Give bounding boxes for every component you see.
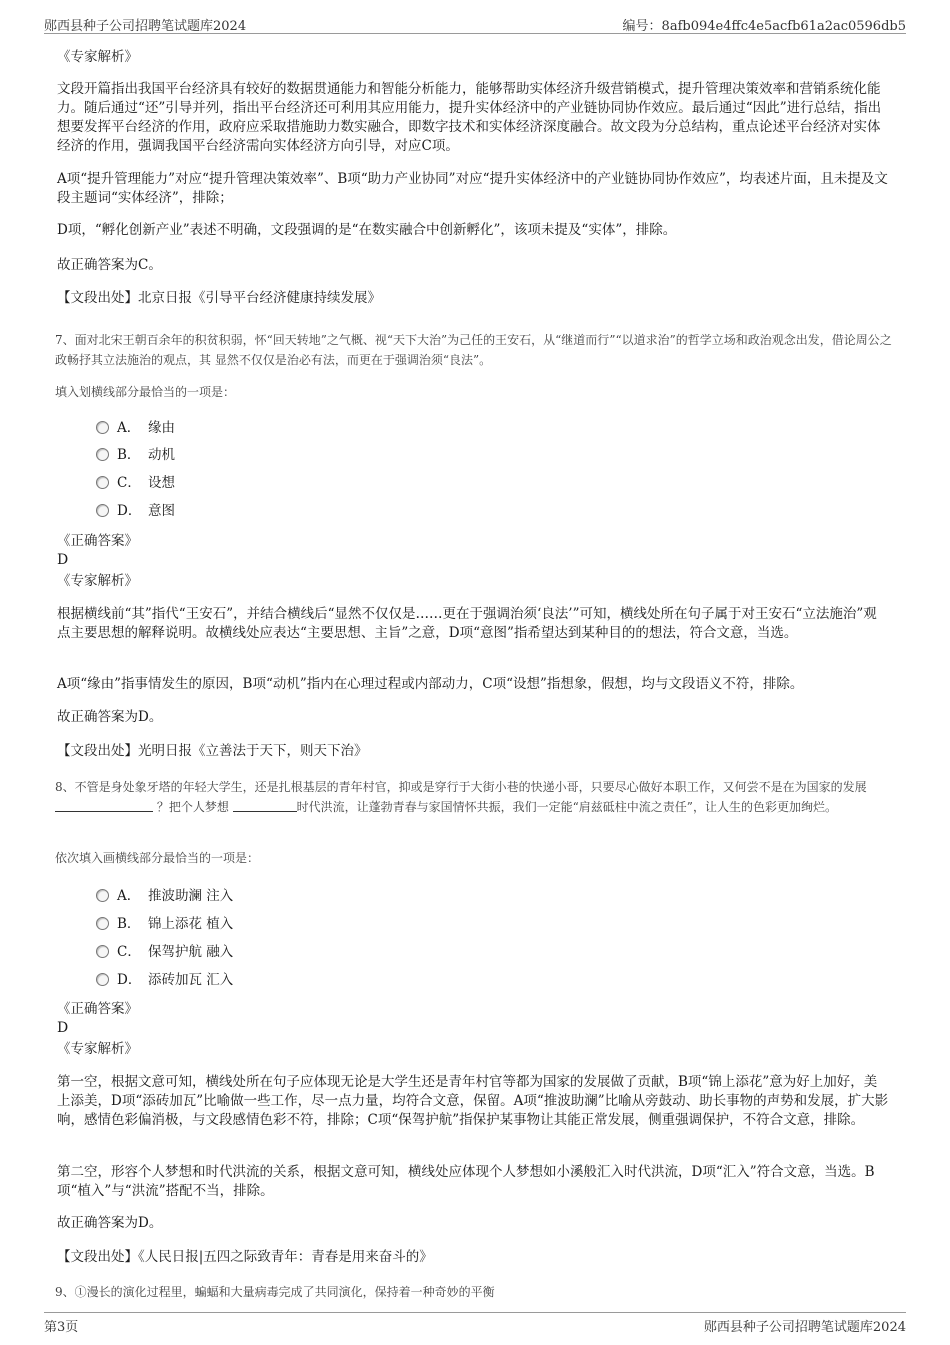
q8-prompt: 依次填入画横线部分最恰当的一项是： xyxy=(55,851,260,865)
q8-option-d[interactable]: D． 添砖加瓦 汇入 xyxy=(96,970,233,990)
q7-option-a[interactable]: A． 缘由 xyxy=(96,418,175,438)
radio-icon[interactable] xyxy=(96,421,109,434)
q7-analysis-p2: A项“缘由”指事情发生的原因，B项“动机”指内在心理过程或内部动力，C项“设想”指想象，假想，均与文段语义不符，排除。 xyxy=(57,676,804,692)
radio-icon[interactable] xyxy=(96,917,109,930)
q7-conclusion: 故正确答案为D。 xyxy=(57,709,163,725)
q7-analysis-p1: 根据横线前“其”指代“王安石”，并结合横线后“显然不仅仅是……更在于强调治须‘良法’”可知，横线处所在句子属于对王安石“立法施治”观点主要思想的解释说明。故横线处应表达“主要思想、主旨”之意，D项“意图”指希望达到某种目的的想法，符合文意，当选。 xyxy=(57,606,877,641)
q8-option-b[interactable]: B． 锦上添花 植入 xyxy=(96,914,233,934)
radio-icon[interactable] xyxy=(96,889,109,902)
page-header xyxy=(44,13,906,34)
q9-stem: 9、①漫长的演化过程里，蝙蝠和大量病毒完成了共同演化，保持着一种奇妙的平衡 xyxy=(55,1285,495,1299)
q8-analysis-p1: 第一空，根据文意可知，横线处所在句子应体现无论是大学生还是青年村官等都为国家的发展做了贡献，B项“锦上添花”意为好上加好，美上添美，D项“添砖加瓦”比喻做一些工作，尽一点力量，均符合文意，保留。A项“推波助澜”比喻从旁鼓动、助长事物的声势和发展，扩大影响，感情色彩偏消极，与文段感情色彩不符，排除；C项“保驾护航”指保护某事物让其能正常发展，侧重强调保护，不符合文意，排除。 xyxy=(57,1074,889,1128)
header-title: 郧西县种子公司招聘笔试题库2024 xyxy=(44,19,247,34)
q6-expert-label: 《专家解析》 xyxy=(57,49,138,65)
q8-expert-label: 《专家解析》 xyxy=(57,1041,138,1057)
q7-option-b[interactable]: B． 动机 xyxy=(96,445,175,465)
q6-analysis-p2: A项“提升管理能力”对应“提升管理决策效率”、B项“助力产业协同”对应“提升实体经济中的产业链协同协作效应”，均表述片面，且未提及文段主题词“实体经济”，排除； xyxy=(57,171,888,206)
q8-analysis-p2: 第二空，形容个人梦想和时代洪流的关系，根据文意可知，横线处应体现个人梦想如小溪般汇入时代洪流，D项“汇入”符合文意，当选。B项“植入”与“洪流”搭配不当，排除。 xyxy=(57,1164,875,1199)
radio-icon[interactable] xyxy=(96,448,109,461)
page-number: 第3页 xyxy=(44,1320,79,1335)
footer-title: 郧西县种子公司招聘笔试题库2024 xyxy=(703,1320,906,1335)
q8-blank-2 xyxy=(233,799,297,812)
q6-conclusion: 故正确答案为C。 xyxy=(57,257,162,273)
q8-answer-label: 《正确答案》 xyxy=(57,1001,138,1017)
radio-icon[interactable] xyxy=(96,973,109,986)
q8-blank-1 xyxy=(55,799,153,812)
page-footer xyxy=(44,1312,906,1335)
q7-expert-label: 《专家解析》 xyxy=(57,573,138,589)
radio-icon[interactable] xyxy=(96,476,109,489)
q6-analysis-p1: 文段开篇指出我国平台经济具有较好的数据贯通能力和智能分析能力，能够帮助实体经济升级营销模式，提升管理决策效率和营销系统化能力。随后通过“还”引导并列，指出平台经济还可利用其应用能力，提升实体经济中的产业链协同协作效应。最后通过“因此”进行总结，指出想要发挥平台经济的作用，政府应采取措施助力数实融合，即数字技术和实体经济深度融合。故文段为分总结构，重点论述平台经济对实体经济的作用，强调我国平台经济需向实体经济方向引导，对应C项。 xyxy=(57,81,882,154)
radio-icon[interactable] xyxy=(96,504,109,517)
q8-stem: 8、不管是身处象牙塔的年轻大学生，还是扎根基层的青年村官，抑或是穿行于大街小巷的快递小哥，只要尽心做好本职工作，又何尝不是在为国家的发展 ？把个人梦想 时代洪流，让蓬勃青春与家国情怀共振，我们一定能“肩兹砥柱中流之责任”，让人生的色彩更加绚烂。 xyxy=(55,780,867,814)
q8-answer: D xyxy=(57,1020,69,1036)
q8-option-c[interactable]: C． 保驾护航 融入 xyxy=(96,942,233,962)
q7-prompt: 填入划横线部分最恰当的一项是： xyxy=(55,385,236,399)
q7-option-d[interactable]: D． 意图 xyxy=(96,501,175,521)
q6-analysis-p3: D项，“孵化创新产业”表述不明确，文段强调的是“在数实融合中创新孵化”，该项未提及“实体”，排除。 xyxy=(57,222,677,238)
q7-answer: D xyxy=(57,552,69,568)
q7-option-c[interactable]: C． 设想 xyxy=(96,473,175,493)
q8-conclusion: 故正确答案为D。 xyxy=(57,1215,163,1231)
q8-option-a[interactable]: A． 推波助澜 注入 xyxy=(96,886,233,906)
header-doc-id: 编号：8afb094e4ffc4e5acfb61a2ac0596db5 xyxy=(622,19,906,34)
q6-source: 【文段出处】北京日报《引导平台经济健康持续发展》 xyxy=(57,290,381,306)
q7-stem: 7、面对北宋王朝百余年的积贫积弱，怀“回天转地”之气概、视“天下大治”为己任的王安石，从“继道而行”“以道求治”的哲学立场和政治观念出发，借论周公之政畅抒其立法施治的观点，其 显然不仅仅是治必有法，而更在于强调治须“良法”。 xyxy=(55,333,892,367)
q8-source: 【文段出处】《人民日报|五四之际致青年：青春是用来奋斗的》 xyxy=(57,1249,433,1265)
q7-answer-label: 《正确答案》 xyxy=(57,533,138,549)
q7-source: 【文段出处】光明日报《立善法于天下，则天下治》 xyxy=(57,743,368,759)
radio-icon[interactable] xyxy=(96,945,109,958)
